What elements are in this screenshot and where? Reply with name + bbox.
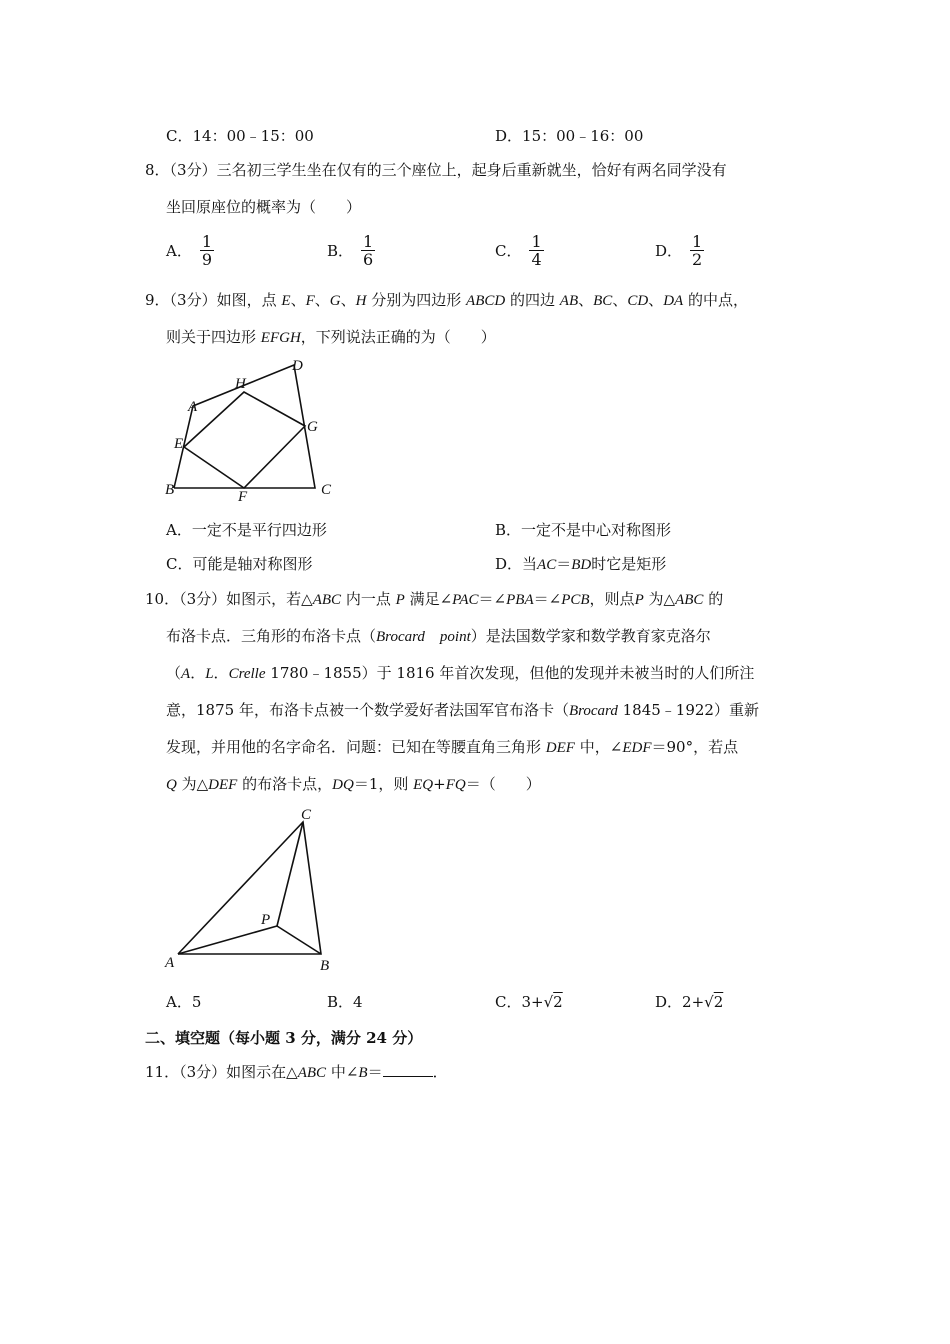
q9-figure: [160, 355, 350, 505]
q9-option-d: D．当AC＝BD时它是矩形: [495, 555, 667, 573]
q10-stem-line5: 发现，并用他的名字命名．问题：已知在等腰直角三角形 DEF 中，∠EDF＝90°，若点: [166, 738, 739, 756]
q8-stem-line2: 坐回原座位的概率为（ ）: [166, 198, 362, 216]
q9-stem-line2: 则关于四边形 EFGH，下列说法正确的为（ ）: [166, 328, 496, 346]
quadrilateral-efgh: [184, 392, 305, 488]
q8-option-a: A． $\frac{1}{9}$: [166, 232, 213, 269]
label-b: B: [165, 482, 175, 498]
fraction: $\frac{1}{4}$: [531, 232, 542, 269]
label-b: B: [320, 958, 330, 974]
q10-stem-line4: 意，1875 年，布洛卡点被一个数学爱好者法国军官布洛卡（Brocard 1845﹣1922）重新: [166, 701, 759, 719]
q11-number: 11．: [145, 1063, 180, 1081]
q8-number: 8．: [145, 161, 170, 179]
q8-stem-line1: 8．（3分）三名初三学生坐在仅有的三个座位上，起身后重新就坐，恰好有两名同学没有: [145, 161, 727, 179]
segment-cp: [277, 822, 303, 926]
q8-option-b: B． $\frac{1}{6}$: [327, 232, 374, 269]
q10-stem-line1: 10．（3分）如图示，若△ABC 内一点 P 满足∠PAC＝∠PBA＝∠PCB，则点P 为△ABC 的: [145, 590, 724, 608]
fraction: $\frac{1}{9}$: [201, 232, 213, 269]
q9-stem-line1: 9．（3分）如图，点 E、F、G、H 分别为四边形 ABCD 的四边 AB、BC、CD、DA 的中点，: [145, 291, 748, 309]
q10-stem-line2: 布洛卡点．三角形的布洛卡点（Brocard point）是法国数学家和数学教育家克洛尔: [166, 627, 711, 645]
label-c: C: [301, 807, 312, 823]
sqrt-symbol: √: [543, 993, 554, 1011]
q9-option-c: C．可能是轴对称图形: [166, 555, 313, 573]
q11-stem: 11．（3分）如图示在△ABC 中∠B＝ ．: [145, 1063, 448, 1081]
fraction: $\frac{1}{2}$: [692, 232, 703, 269]
q10-number: 10．: [145, 590, 180, 608]
label-c: C: [321, 482, 332, 498]
label-e: E: [174, 436, 184, 452]
q10-option-c: C．3+√2: [495, 993, 563, 1011]
segment-ap: [178, 926, 277, 954]
q10-figure: [160, 800, 345, 980]
q11-score: （3分）: [179, 1063, 227, 1081]
answer-blank[interactable]: [383, 1062, 433, 1077]
label-f: F: [238, 489, 248, 505]
segment-bp: [277, 926, 321, 954]
label-a: A: [165, 955, 175, 971]
q7-option-c: C．14：00﹣15：00: [166, 127, 314, 145]
label-g: G: [307, 419, 318, 435]
sqrt-symbol: √: [704, 993, 714, 1011]
label-d: D: [292, 358, 303, 374]
q9-number: 9．: [145, 291, 170, 309]
label-a: A: [188, 399, 198, 415]
fraction: $\frac{1}{6}$: [363, 232, 374, 269]
label-h: H: [235, 376, 246, 392]
q9-score: （3分）: [169, 291, 217, 309]
section-2-title: 二、填空题（每小题 3 分，满分 24 分）: [145, 1029, 423, 1047]
q10-score: （3分）: [179, 590, 227, 608]
q9-option-b: B．一定不是中心对称图形: [495, 521, 672, 539]
q10-option-d: D．2+√2: [655, 993, 724, 1011]
q10-stem-line6: Q 为△DEF 的布洛卡点，DQ＝1，则 EQ+FQ＝（ ）: [166, 775, 541, 793]
q9-option-a: A．一定不是平行四边形: [166, 521, 327, 539]
q10-stem-line3: （A．L．Crelle 1780﹣1855）于 1816 年首次发现，但他的发现并未被当时的人们所注: [166, 664, 755, 682]
q8-score: （3分）: [169, 161, 217, 179]
q7-option-d: D．15：00﹣16：00: [495, 127, 644, 145]
q10-option-a: A．5: [166, 993, 202, 1011]
q8-option-c: C． $\frac{1}{4}$: [495, 232, 542, 269]
q8-option-d: D． $\frac{1}{2}$: [655, 232, 703, 269]
label-p: P: [261, 912, 271, 928]
q10-option-b: B．4: [327, 993, 363, 1011]
